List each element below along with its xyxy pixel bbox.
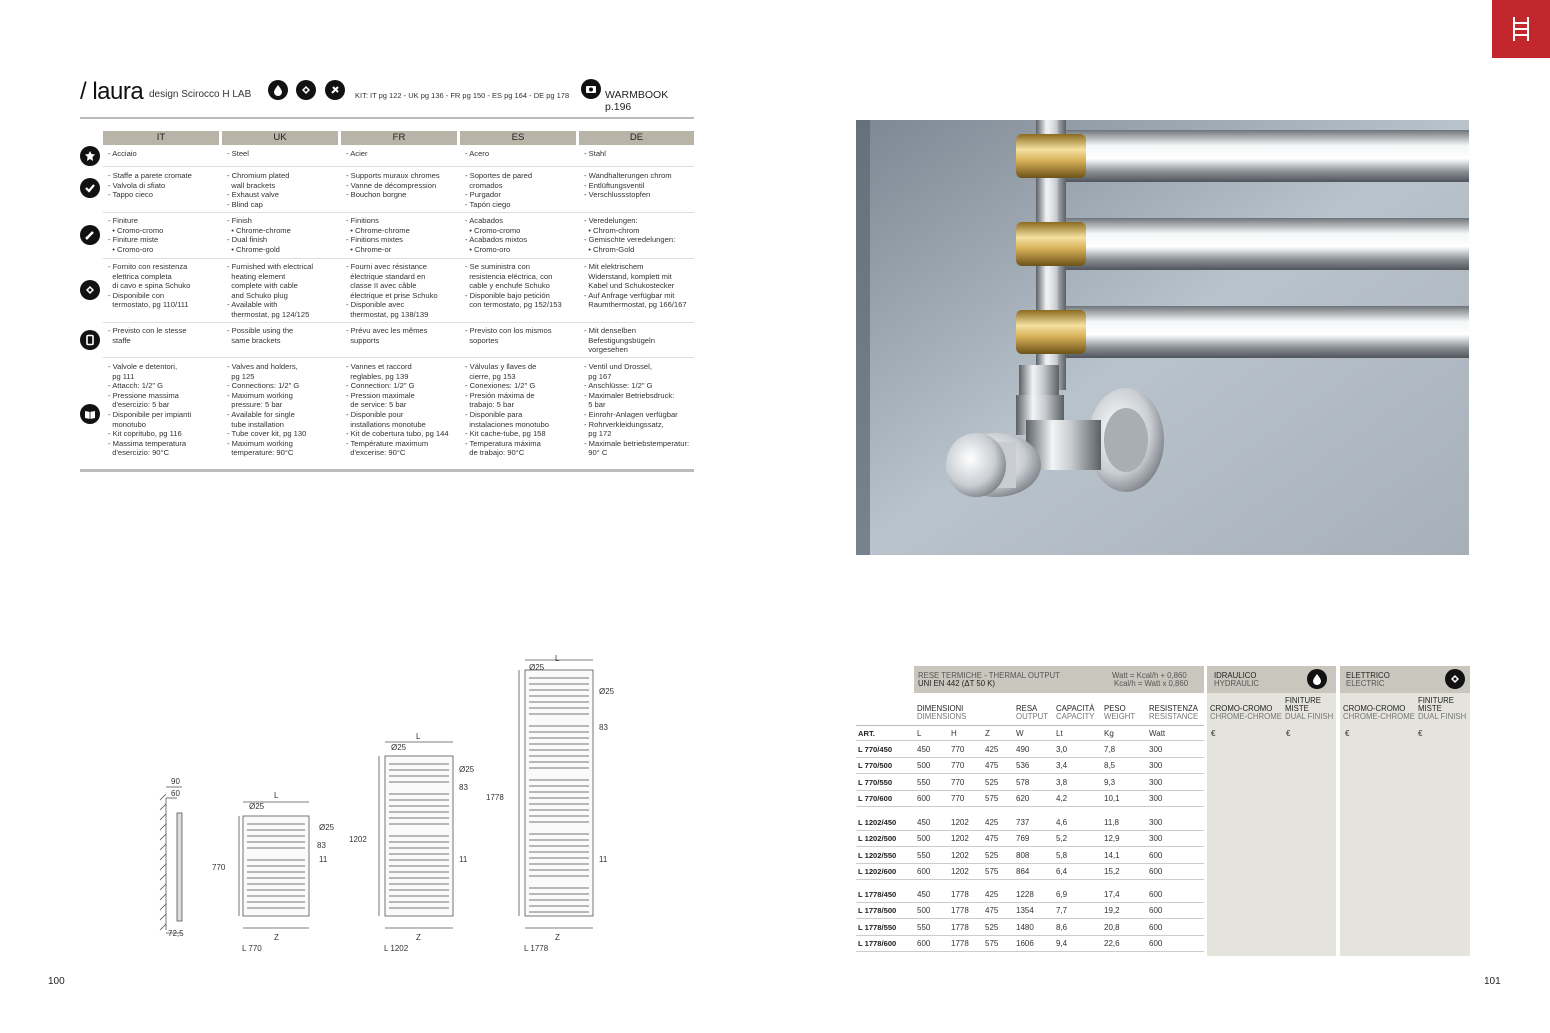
col-output: RESA OUTPUT bbox=[1016, 704, 1049, 721]
table-cell: 1228 bbox=[1016, 890, 1034, 899]
dim-depth-label: Z bbox=[555, 933, 560, 942]
col-dimensions: DIMENSIONI DIMENSIONS bbox=[917, 704, 967, 721]
table-cell: 8,6 bbox=[1056, 922, 1068, 932]
hydraulic-icon bbox=[268, 80, 288, 100]
col-capacity: CAPACITÀ CAPACITY bbox=[1056, 704, 1095, 721]
table-cell: 22,6 bbox=[1104, 938, 1120, 948]
table-cell: 7,7 bbox=[1056, 906, 1068, 916]
dim-pipe: 11 bbox=[319, 855, 328, 864]
dim-gap: 83 bbox=[599, 723, 608, 732]
section-material-it: - Acciaio bbox=[108, 149, 137, 158]
table-cell: 15,2 bbox=[1104, 866, 1120, 876]
row-divider bbox=[856, 790, 1204, 791]
electric-plug-icon bbox=[1445, 669, 1465, 689]
table-cell: 6,4 bbox=[1056, 866, 1068, 876]
currency-label: € bbox=[1418, 729, 1423, 738]
table-cell: 9,3 bbox=[1104, 777, 1116, 787]
table-cell: 450 bbox=[917, 890, 931, 899]
hydraulic-title: IDRAULICO bbox=[1214, 671, 1257, 680]
electric-plug-icon bbox=[296, 80, 316, 100]
technical-drawings bbox=[150, 650, 630, 960]
dim-depth-label: Z bbox=[416, 933, 421, 942]
dim-width-label: L bbox=[274, 791, 279, 800]
table-cell: 300 bbox=[1149, 777, 1163, 787]
table-cell: 4,2 bbox=[1056, 793, 1068, 803]
table-cell: 525 bbox=[985, 777, 999, 787]
table-bottom-rule bbox=[80, 469, 694, 472]
table-cell: 770 bbox=[951, 777, 965, 787]
table-cell: 500 bbox=[917, 761, 931, 771]
table-cell: 864 bbox=[1016, 866, 1030, 876]
table-cell: 1480 bbox=[1016, 922, 1034, 932]
mixed-finish-icon bbox=[325, 80, 345, 100]
table-cell: 450 bbox=[917, 818, 931, 827]
product-photo bbox=[856, 120, 1469, 555]
section-supplied-it: - Staffe a parete cromate - Valvola di sfiato - Tappo cieco bbox=[108, 171, 192, 200]
section-electric-fr: - Fourni avec résistance électrique standard en classe II avec câble électrique et prise Schuko - Disponible avec thermostat, pg 138/139 bbox=[346, 262, 438, 319]
finish-brush-icon bbox=[80, 225, 100, 245]
section-valves-fr: - Vannes et raccord reglables, pg 139 - Connection: 1/2" G - Pression maximale de service: 5 bar - Disponible pour installations monotube - Kit de cobertura tubo, pg 144 - Température maximum d'excerise: 90°C bbox=[346, 362, 449, 458]
table-cell: 1778 bbox=[951, 890, 969, 899]
section-brackets-fr: - Prévu avec les mêmes supports bbox=[346, 326, 428, 345]
article-code: L 770/500 bbox=[858, 761, 893, 771]
table-cell: 620 bbox=[1016, 793, 1030, 803]
table-cell: 770 bbox=[951, 745, 965, 754]
table-cell: 300 bbox=[1149, 745, 1163, 754]
section-material-uk: - Steel bbox=[227, 149, 249, 158]
section-electric-it: - Fornito con resistenza elettrica completa di cavo e spina Schuko - Disponibile con termostato, pg 110/111 bbox=[108, 262, 191, 310]
unit-label: Watt bbox=[1149, 729, 1166, 738]
lang-header-es: ES bbox=[460, 131, 576, 145]
checkmark-icon bbox=[80, 178, 100, 198]
row-divider bbox=[856, 951, 1204, 952]
currency-label: € bbox=[1211, 729, 1216, 738]
product-header bbox=[80, 78, 694, 113]
table-cell: 600 bbox=[1149, 938, 1163, 948]
table-cell: 300 bbox=[1149, 793, 1163, 803]
dim-top-diameter: Ø25 bbox=[391, 743, 407, 752]
dim-gap: 83 bbox=[459, 783, 468, 792]
dim-depth-label: Z bbox=[274, 933, 279, 942]
table-cell: 770 bbox=[951, 761, 965, 771]
article-code: L 1202/500 bbox=[858, 834, 897, 844]
unit-label: Kg bbox=[1104, 729, 1114, 738]
table-cell: 490 bbox=[1016, 745, 1030, 754]
table-cell: 808 bbox=[1016, 850, 1030, 860]
section-supplied-uk: - Chromium plated wall brackets - Exhaust valve - Blind cap bbox=[227, 171, 290, 209]
table-cell: 475 bbox=[985, 906, 999, 916]
section-electric-de: - Mit elektrischem Widerstand, komplett mit Kabel und Schukostecker - Auf Anfrage verfügbar mit Raumthermostat, pg 166/167 bbox=[584, 262, 687, 310]
col-hydraulic-dual: FINITURE MISTE DUAL FINISH bbox=[1285, 696, 1334, 721]
dim-pipe: 11 bbox=[459, 855, 468, 864]
dim-side-diameter: Ø25 bbox=[319, 823, 335, 832]
currency-label: € bbox=[1286, 729, 1291, 738]
section-brackets-de: - Mit denselben Befestigungsbügeln vorgesehen bbox=[584, 326, 655, 355]
table-cell: 769 bbox=[1016, 834, 1030, 844]
dim-height: 1202 bbox=[349, 835, 367, 844]
section-supplied-es: - Soportes de pared cromados - Purgador - Tapón ciego bbox=[465, 171, 533, 209]
table-cell: 1778 bbox=[951, 906, 969, 916]
hydraulic-price-column bbox=[1207, 693, 1336, 956]
table-cell: 3,4 bbox=[1056, 761, 1068, 771]
section-valves-uk: - Valves and holders, pg 125 - Connections: 1/2" G - Maximum working pressure: 5 bar - Available for single tube installation - Tube cover kit, pg 130 - Maximum working temperature: 90°C bbox=[227, 362, 307, 458]
table-cell: 525 bbox=[985, 922, 999, 932]
section-valves-it: - Valvole e detentori, pg 111 - Attacch: 1/2" G - Pressione massima d'esercizio: 5 bar - Disponibile per impianti monotubo - Kit copritubo, pg 116 - Massima temperatura d'esercizio: 90°C bbox=[108, 362, 192, 458]
section-brackets-it: - Previsto con le stesse staffe bbox=[108, 326, 187, 345]
row-divider bbox=[856, 740, 1204, 741]
table-cell: 3,0 bbox=[1056, 745, 1068, 754]
article-code: L 1778/550 bbox=[858, 922, 897, 932]
article-code: L 1778/450 bbox=[858, 890, 897, 899]
electric-price-column bbox=[1340, 693, 1470, 956]
dim-top-diameter: Ø25 bbox=[249, 802, 265, 811]
conversion-kcal: Kcal/h = Watt x 0,860 bbox=[1114, 679, 1189, 688]
table-cell: 425 bbox=[985, 890, 999, 899]
dim-side-diameter: Ø25 bbox=[599, 687, 615, 696]
table-cell: 600 bbox=[1149, 866, 1163, 876]
article-code: L 1778/600 bbox=[858, 938, 897, 948]
currency-label: € bbox=[1345, 729, 1350, 738]
dim-top-diameter: Ø25 bbox=[529, 663, 545, 672]
table-cell: 600 bbox=[917, 938, 931, 948]
article-code: L 1778/500 bbox=[858, 906, 897, 916]
table-cell: 600 bbox=[1149, 850, 1163, 860]
table-cell: 575 bbox=[985, 866, 999, 876]
material-icon bbox=[80, 146, 100, 166]
section-electric-es: - Se suministra con resistencia eléctrica, con cable y enchufe Schuko - Disponible bajo petición con termostato, pg 152/153 bbox=[465, 262, 562, 310]
designer-credit: design Scirocco H LAB bbox=[149, 89, 252, 100]
table-cell: 425 bbox=[985, 818, 999, 827]
table-cell: 11,8 bbox=[1104, 818, 1119, 827]
table-cell: 8,5 bbox=[1104, 761, 1116, 771]
section-divider bbox=[103, 212, 694, 213]
table-cell: 1778 bbox=[951, 922, 969, 932]
table-cell: 550 bbox=[917, 922, 931, 932]
section-material-fr: - Acier bbox=[346, 149, 368, 158]
table-cell: 500 bbox=[917, 906, 931, 916]
row-divider bbox=[856, 935, 1204, 936]
section-finish-it: - Finiture • Cromo-cromo - Finiture miste • Cromo-oro bbox=[108, 216, 164, 254]
table-cell: 17,4 bbox=[1104, 890, 1120, 899]
table-cell: 1202 bbox=[951, 818, 969, 827]
row-divider bbox=[856, 902, 1204, 903]
header-divider bbox=[856, 725, 1204, 726]
table-cell: 575 bbox=[985, 793, 999, 803]
article-code: L 770/450 bbox=[858, 745, 893, 754]
drawing-label-1778: L 1778 bbox=[524, 944, 549, 953]
catalog-section-tab[interactable] bbox=[1492, 0, 1550, 58]
table-cell: 600 bbox=[917, 866, 931, 876]
section-divider bbox=[103, 357, 694, 358]
lang-header-it: IT bbox=[103, 131, 219, 145]
thermal-output-table bbox=[856, 666, 1470, 956]
dim-pipe: 11 bbox=[599, 855, 608, 864]
table-cell: 575 bbox=[985, 938, 999, 948]
table-cell: 500 bbox=[917, 834, 931, 844]
table-cell: 770 bbox=[951, 793, 965, 803]
article-code: L 1202/550 bbox=[858, 850, 897, 860]
section-finish-es: - Acabados • Cromo-cromo - Acabados mixtos • Cromo-oro bbox=[465, 216, 528, 254]
unit-label: W bbox=[1016, 729, 1024, 738]
dim-height: 770 bbox=[212, 863, 226, 872]
section-finish-uk: - Finish • Chrome-chrome - Dual finish • Chrome-gold bbox=[227, 216, 291, 254]
dim-width-label: L bbox=[416, 732, 421, 741]
table-cell: 4,6 bbox=[1056, 818, 1068, 827]
unit-label: H bbox=[951, 729, 957, 738]
table-cell: 600 bbox=[1149, 890, 1163, 899]
unit-label: Z bbox=[985, 729, 990, 738]
table-cell: 1606 bbox=[1016, 938, 1034, 948]
electric-plug-icon bbox=[80, 280, 100, 300]
row-divider bbox=[856, 879, 1204, 880]
header-divider bbox=[80, 117, 694, 119]
lang-header-de: DE bbox=[579, 131, 694, 145]
section-material-es: - Acero bbox=[465, 149, 490, 158]
electric-title: ELETTRICO bbox=[1346, 671, 1390, 680]
hydraulic-subtitle: HYDRAULIC bbox=[1214, 679, 1260, 688]
table-cell: 525 bbox=[985, 850, 999, 860]
row-divider bbox=[856, 863, 1204, 864]
table-cell: 1778 bbox=[951, 938, 969, 948]
thermal-title: RESE TERMICHE - THERMAL OUTPUT bbox=[918, 671, 1060, 680]
table-cell: 3,8 bbox=[1056, 777, 1068, 787]
section-material-de: - Stahl bbox=[584, 149, 606, 158]
section-brackets-es: - Previsto con los mismos soportes bbox=[465, 326, 552, 345]
dim-width-label: L bbox=[555, 654, 560, 663]
table-cell: 600 bbox=[1149, 922, 1163, 932]
table-cell: 475 bbox=[985, 761, 999, 771]
lang-header-fr: FR bbox=[341, 131, 457, 145]
table-cell: 450 bbox=[917, 745, 931, 754]
dim-gap: 83 bbox=[317, 841, 326, 850]
dim-side-60: 60 bbox=[171, 789, 180, 798]
col-weight: PESO WEIGHT bbox=[1104, 704, 1136, 721]
section-finish-fr: - Finitions • Chrome-chrome - Finitions mixtes • Chrome-or bbox=[346, 216, 410, 254]
section-electric-uk: - Furnished with electrical heating element complete with cable and Schuko plug - Available with thermostat, pg 124/125 bbox=[227, 262, 314, 319]
row-divider bbox=[856, 806, 1204, 807]
table-cell: 1202 bbox=[951, 834, 969, 844]
table-cell: 600 bbox=[1149, 906, 1163, 916]
drawing-label-770: L 770 bbox=[242, 944, 262, 953]
unit-label: ART. bbox=[858, 729, 875, 738]
drawing-label-1202: L 1202 bbox=[384, 944, 409, 953]
camera-icon bbox=[581, 79, 601, 99]
page-number-right: 101 bbox=[1484, 976, 1501, 987]
table-cell: 300 bbox=[1149, 818, 1163, 827]
lang-header-uk: UK bbox=[222, 131, 338, 145]
table-cell: 12,9 bbox=[1104, 834, 1120, 844]
section-supplied-de: - Wandhalterungen chrom - Entlüftungsventil - Verschlussstopfen bbox=[584, 171, 672, 200]
dim-height: 1778 bbox=[486, 793, 504, 802]
section-valves-de: - Ventil und Drossel, pg 167 - Anschlüsse: 1/2" G - Maximaler Betriebsdruck: 5 bar - Einrohr-Anlagen verfügbar - Rohrverkleidungssatz, pg 172 - Maximale betriebstemperatur: 90° C bbox=[584, 362, 690, 458]
table-cell: 550 bbox=[917, 850, 931, 860]
table-cell: 14,1 bbox=[1104, 850, 1120, 860]
table-cell: 300 bbox=[1149, 761, 1163, 771]
row-divider bbox=[856, 918, 1204, 919]
section-divider bbox=[103, 258, 694, 259]
table-cell: 1202 bbox=[951, 850, 969, 860]
table-cell: 475 bbox=[985, 834, 999, 844]
section-finish-de: - Veredelungen: • Chrom-chrom - Gemischte veredelungen: • Chrom-Gold bbox=[584, 216, 676, 254]
table-cell: 1202 bbox=[951, 866, 969, 876]
book-icon bbox=[80, 404, 100, 424]
table-cell: 19,2 bbox=[1104, 906, 1120, 916]
table-cell: 737 bbox=[1016, 818, 1030, 827]
unit-label: Lt bbox=[1056, 729, 1063, 738]
table-cell: 425 bbox=[985, 745, 999, 754]
table-cell: 7,8 bbox=[1104, 745, 1116, 754]
dim-side-72: 72,5 bbox=[168, 929, 184, 938]
col-electric-chrome: CROMO-CROMO CHROME-CHROME bbox=[1343, 704, 1415, 721]
kit-page-references: KIT: IT pg 122 - UK pg 136 - FR pg 150 - ES pg 164 - DE pg 178 bbox=[355, 91, 570, 100]
section-valves-es: - Válvulas y llaves de cierre, pg 153 - Conexiones: 1/2" G - Presión máxima de trabajo: 5 bar - Disponible para instalaciones monotubo - Kit cache-tube, pg 158 - Temperatura máxima de trabajo: 90°C bbox=[465, 362, 550, 458]
section-divider bbox=[103, 166, 694, 167]
dim-side-diameter: Ø25 bbox=[459, 765, 475, 774]
table-cell: 9,4 bbox=[1056, 938, 1068, 948]
col-resistance: RESISTENZA RESISTANCE bbox=[1149, 704, 1199, 721]
warmbook-reference[interactable]: WARMBOOK p.196 bbox=[605, 89, 669, 113]
article-code: L 770/600 bbox=[858, 793, 893, 803]
table-cell: 550 bbox=[917, 777, 931, 787]
table-cell: 20,8 bbox=[1104, 922, 1120, 932]
col-hydraulic-chrome: CROMO-CROMO CHROME-CHROME bbox=[1210, 704, 1282, 721]
row-divider bbox=[856, 846, 1204, 847]
article-code: L 770/550 bbox=[858, 777, 893, 787]
conversion-watt: Watt = Kcal/h + 0,860 bbox=[1112, 671, 1187, 680]
table-cell: 6,9 bbox=[1056, 890, 1068, 899]
row-divider bbox=[856, 773, 1204, 774]
section-divider bbox=[103, 322, 694, 323]
table-cell: 10,1 bbox=[1104, 793, 1120, 803]
table-cell: 1354 bbox=[1016, 906, 1034, 916]
table-cell: 5,8 bbox=[1056, 850, 1068, 860]
unit-label: L bbox=[917, 729, 922, 738]
page-number-left: 100 bbox=[48, 976, 65, 987]
col-electric-dual: FINITURE MISTE DUAL FINISH bbox=[1418, 696, 1467, 721]
table-cell: 578 bbox=[1016, 777, 1030, 787]
table-cell: 5,2 bbox=[1056, 834, 1068, 844]
table-cell: 600 bbox=[917, 793, 931, 803]
product-title: / laura bbox=[80, 78, 144, 105]
section-supplied-fr: - Supports muraux chromes - Vanne de décompression - Bouchon borgne bbox=[346, 171, 440, 200]
radiator-icon bbox=[1510, 16, 1532, 42]
dim-side-90: 90 bbox=[171, 777, 180, 786]
section-brackets-uk: - Possible using the same brackets bbox=[227, 326, 294, 345]
row-divider bbox=[856, 757, 1204, 758]
row-divider bbox=[856, 830, 1204, 831]
electric-subtitle: ELECTRIC bbox=[1346, 679, 1385, 688]
bracket-icon bbox=[80, 330, 100, 350]
article-code: L 1202/450 bbox=[858, 818, 897, 827]
hydraulic-icon bbox=[1307, 669, 1327, 689]
table-cell: 300 bbox=[1149, 834, 1163, 844]
table-cell: 536 bbox=[1016, 761, 1030, 771]
article-code: L 1202/600 bbox=[858, 866, 897, 876]
thermal-norm: UNI EN 442 (ΔT 50 K) bbox=[918, 679, 995, 688]
